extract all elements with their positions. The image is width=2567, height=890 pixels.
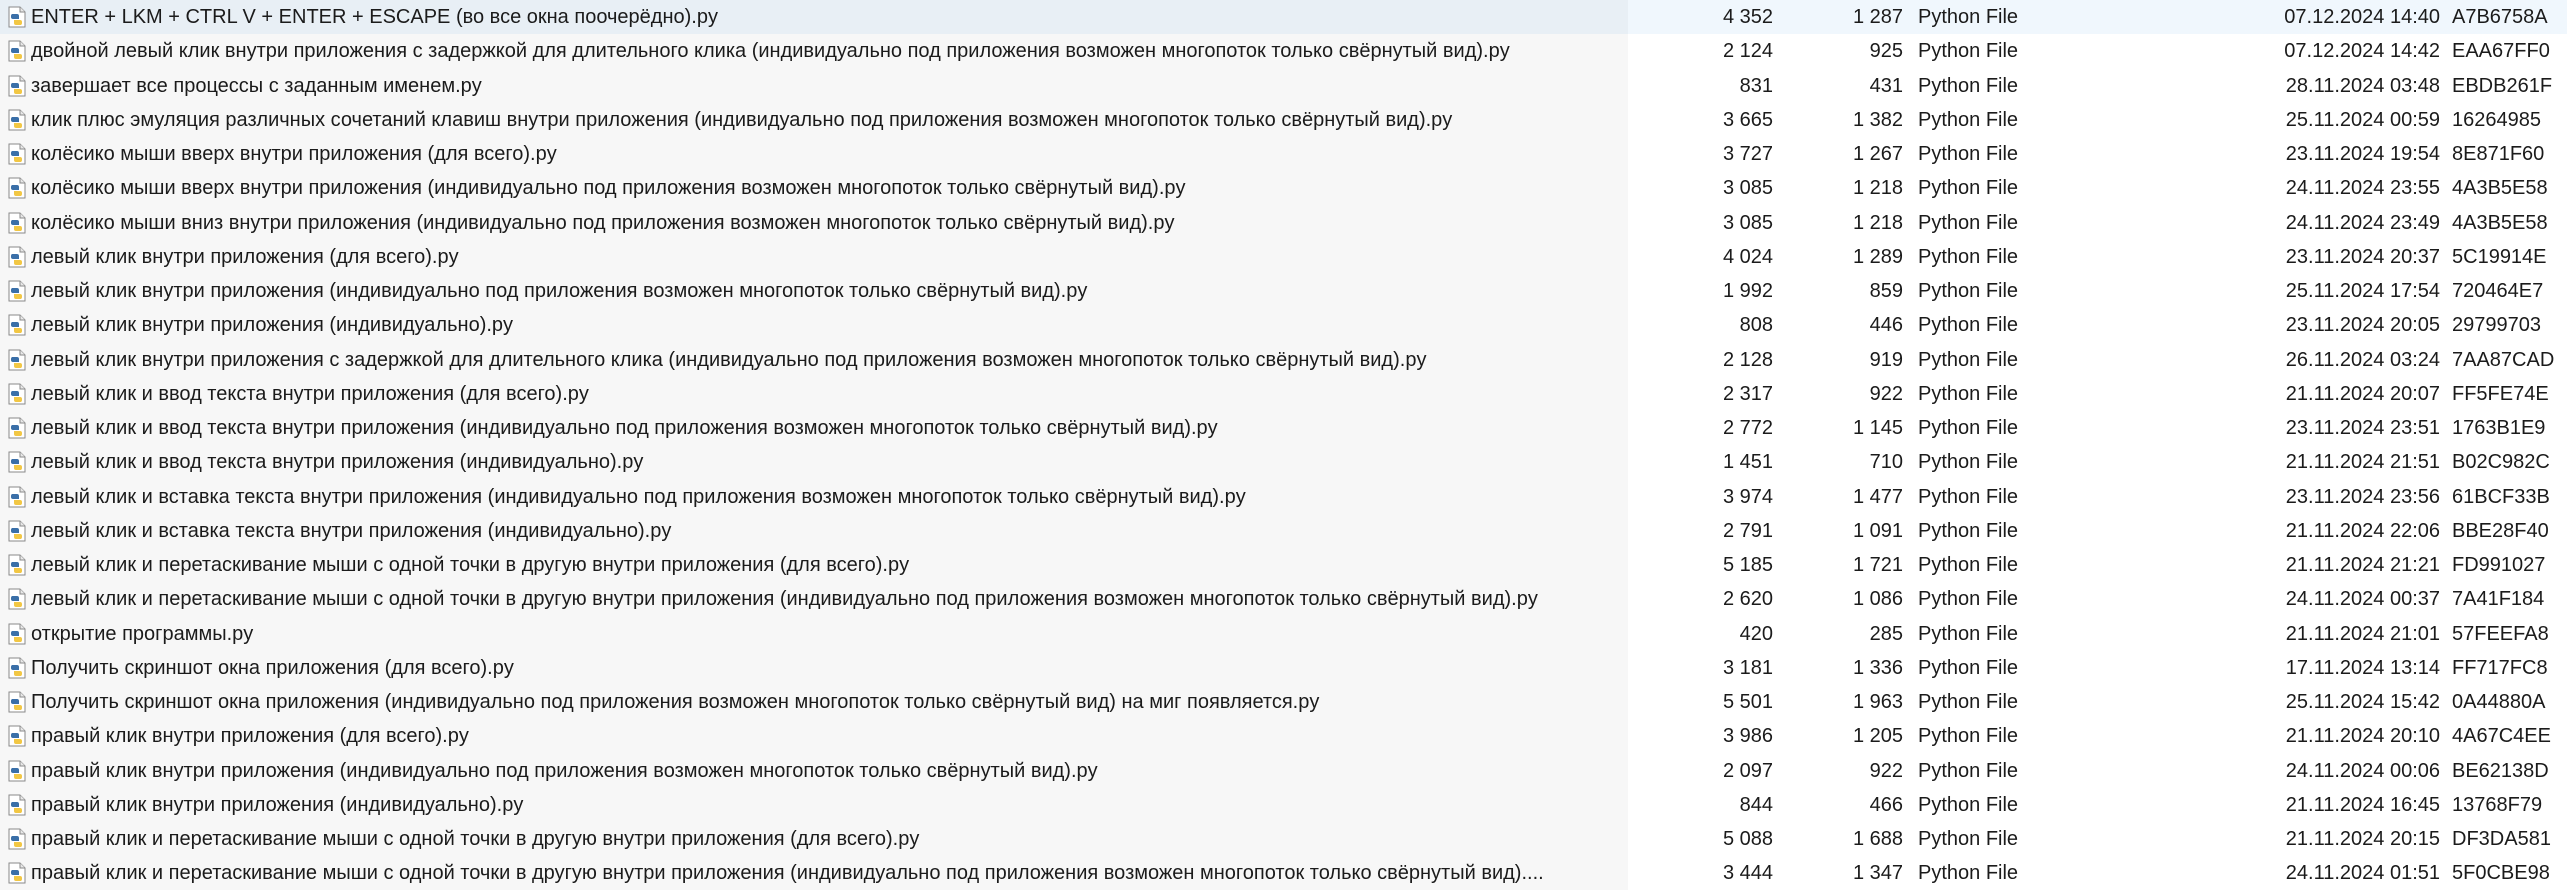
file-row[interactable]	[0, 69, 2567, 103]
python-file-icon	[7, 548, 29, 582]
file-size: 5 185	[1722, 554, 1773, 576]
python-file-icon	[7, 617, 29, 651]
file-packed-size: 1 688	[1852, 828, 1903, 850]
file-row[interactable]	[0, 822, 2567, 856]
file-size: 420	[1739, 623, 1773, 645]
file-modified: 23.11.2024 20:37	[2285, 246, 2440, 268]
file-size: 3 085	[1722, 177, 1773, 199]
file-modified: 26.11.2024 03:24	[2285, 349, 2440, 371]
file-name: левый клик внутри приложения (индивидуально).py	[31, 314, 514, 336]
file-modified: 25.11.2024 15:42	[2285, 691, 2440, 713]
file-type: Python File	[1918, 143, 2019, 165]
file-packed-size: 1 963	[1852, 691, 1903, 713]
file-row[interactable]	[0, 343, 2567, 377]
python-file-icon	[7, 0, 29, 34]
file-type: Python File	[1918, 657, 2019, 679]
python-file-icon	[7, 754, 29, 788]
file-crc: 5C19914E	[2452, 246, 2547, 268]
file-type: Python File	[1918, 794, 2019, 816]
file-size: 5 501	[1722, 691, 1773, 713]
python-file-icon	[7, 34, 29, 68]
file-row[interactable]	[0, 582, 2567, 616]
file-packed-size: 925	[1869, 40, 1903, 62]
file-row[interactable]	[0, 240, 2567, 274]
file-row[interactable]	[0, 548, 2567, 582]
python-file-icon	[7, 343, 29, 377]
file-name: колёсико мыши вверх внутри приложения (индивидуально под приложения возможен многопоток только свёрнутый вид).py	[31, 177, 1186, 199]
file-type: Python File	[1918, 623, 2019, 645]
file-modified: 21.11.2024 16:45	[2285, 794, 2440, 816]
file-packed-size: 1 287	[1852, 6, 1903, 28]
file-crc: 8E871F60	[2452, 143, 2545, 165]
file-packed-size: 922	[1869, 760, 1903, 782]
file-name: ENTER + LKM + CTRL V + ENTER + ESCAPE (во все окна поочерёдно).py	[31, 6, 718, 28]
file-row[interactable]	[0, 445, 2567, 479]
file-row[interactable]	[0, 206, 2567, 240]
file-type: Python File	[1918, 760, 2019, 782]
file-type: Python File	[1918, 520, 2019, 542]
python-file-icon	[7, 651, 29, 685]
file-name: двойной левый клик внутри приложения с задержкой для длительного клика (индивидуально под приложения возможен многопоток только свёрнутый вид).py	[31, 40, 1510, 62]
file-packed-size: 431	[1869, 75, 1903, 97]
file-name: правый клик и перетаскивание мыши с одной точки в другую внутри приложения (для всего).py	[31, 828, 920, 850]
file-row[interactable]	[0, 719, 2567, 753]
file-name: Получить скриншот окна приложения (индивидуально под приложения возможен многопоток только свёрнутый вид) на миг появляется.py	[31, 691, 1320, 713]
file-name: левый клик и ввод текста внутри приложения (для всего).py	[31, 383, 589, 405]
file-size: 2 791	[1722, 520, 1773, 542]
file-size: 3 181	[1722, 657, 1773, 679]
file-size: 844	[1739, 794, 1773, 816]
file-name: завершает все процессы с заданным именем.py	[31, 75, 482, 97]
file-modified: 24.11.2024 00:06	[2285, 760, 2440, 782]
file-type: Python File	[1918, 588, 2019, 610]
file-row[interactable]	[0, 308, 2567, 342]
file-crc: EAA67FF0	[2452, 40, 2550, 62]
file-modified: 23.11.2024 23:51	[2285, 417, 2440, 439]
file-modified: 21.11.2024 21:01	[2285, 623, 2440, 645]
file-modified: 24.11.2024 23:49	[2285, 212, 2440, 234]
file-type: Python File	[1918, 691, 2019, 713]
file-crc: EBDB261F	[2452, 75, 2553, 97]
file-size: 3 665	[1722, 109, 1773, 131]
file-packed-size: 1 721	[1852, 554, 1903, 576]
python-file-icon	[7, 274, 29, 308]
file-size: 3 727	[1722, 143, 1773, 165]
python-file-icon	[7, 719, 29, 753]
file-packed-size: 919	[1869, 349, 1903, 371]
file-type: Python File	[1918, 828, 2019, 850]
file-packed-size: 1 145	[1852, 417, 1903, 439]
file-modified: 24.11.2024 23:55	[2285, 177, 2440, 199]
file-row[interactable]	[0, 137, 2567, 171]
file-type: Python File	[1918, 314, 2019, 336]
python-file-icon	[7, 856, 29, 890]
file-row[interactable]	[0, 788, 2567, 822]
file-packed-size: 1 336	[1852, 657, 1903, 679]
python-file-icon	[7, 445, 29, 479]
file-type: Python File	[1918, 554, 2019, 576]
file-modified: 07.12.2024 14:40	[2284, 6, 2440, 28]
file-name: правый клик внутри приложения (индивидуально под приложения возможен многопоток только свёрнутый вид).py	[31, 760, 1098, 782]
python-file-icon	[7, 582, 29, 616]
file-name: клик плюс эмуляция различных сочетаний клавиш внутри приложения (индивидуально под приложения возможен многопоток только свёрнутый вид).py	[31, 109, 1453, 131]
file-type: Python File	[1918, 383, 2019, 405]
file-size: 831	[1739, 75, 1773, 97]
file-size: 2 620	[1722, 588, 1773, 610]
file-crc: 4A3B5E58	[2452, 212, 2548, 234]
file-name: левый клик и ввод текста внутри приложения (индивидуально).py	[31, 451, 644, 473]
file-size: 1 451	[1722, 451, 1773, 473]
file-size: 4 024	[1722, 246, 1773, 268]
file-modified: 21.11.2024 21:51	[2285, 451, 2440, 473]
file-modified: 21.11.2024 21:21	[2285, 554, 2440, 576]
file-modified: 25.11.2024 00:59	[2285, 109, 2440, 131]
file-row[interactable]	[0, 274, 2567, 308]
file-type: Python File	[1918, 246, 2019, 268]
file-crc: 57FEEFA8	[2452, 623, 2549, 645]
python-file-icon	[7, 171, 29, 205]
file-crc: 29799703	[2452, 314, 2541, 336]
file-name: открытие программы.py	[31, 623, 254, 645]
file-size: 2 124	[1722, 40, 1773, 62]
file-type: Python File	[1918, 862, 2019, 884]
file-row[interactable]	[0, 856, 2567, 890]
file-modified: 23.11.2024 20:05	[2285, 314, 2440, 336]
file-crc: 16264985	[2452, 109, 2541, 131]
file-type: Python File	[1918, 349, 2019, 371]
file-type: Python File	[1918, 40, 2019, 62]
file-row[interactable]	[0, 411, 2567, 445]
file-modified: 28.11.2024 03:48	[2285, 75, 2440, 97]
file-modified: 24.11.2024 00:37	[2285, 588, 2440, 610]
file-type: Python File	[1918, 6, 2019, 28]
file-modified: 23.11.2024 19:54	[2285, 143, 2440, 165]
file-size: 1 992	[1722, 280, 1773, 302]
file-row[interactable]	[0, 651, 2567, 685]
file-packed-size: 1 347	[1852, 862, 1903, 884]
python-file-icon	[7, 137, 29, 171]
file-crc: 7AA87CAD	[2452, 349, 2555, 371]
file-size: 2 317	[1722, 383, 1773, 405]
file-packed-size: 1 218	[1852, 212, 1903, 234]
python-file-icon	[7, 788, 29, 822]
file-type: Python File	[1918, 725, 2019, 747]
file-packed-size: 1 382	[1852, 109, 1903, 131]
file-row[interactable]	[0, 480, 2567, 514]
file-size: 3 974	[1722, 486, 1773, 508]
file-name: левый клик и перетаскивание мыши с одной точки в другую внутри приложения (индивидуально под приложения возможен многопоток только свёрнутый вид).py	[31, 588, 1538, 610]
file-crc: FD991027	[2452, 554, 2546, 576]
file-crc: FF717FC8	[2452, 657, 2548, 679]
file-crc: FF5FE74E	[2452, 383, 2549, 405]
file-size: 4 352	[1722, 6, 1773, 28]
file-name: левый клик и ввод текста внутри приложения (индивидуально под приложения возможен многопоток только свёрнутый вид).py	[31, 417, 1218, 439]
file-type: Python File	[1918, 451, 2019, 473]
file-crc: A7B6758A	[2452, 6, 2548, 28]
file-crc: BE62138D	[2452, 760, 2549, 782]
file-size: 808	[1739, 314, 1773, 336]
python-file-icon	[7, 685, 29, 719]
file-size: 5 088	[1722, 828, 1773, 850]
file-name: левый клик внутри приложения (для всего).py	[31, 246, 459, 268]
file-row[interactable]	[0, 171, 2567, 205]
file-size: 2 097	[1722, 760, 1773, 782]
file-row[interactable]	[0, 34, 2567, 68]
file-size: 2 772	[1722, 417, 1773, 439]
file-modified: 25.11.2024 17:54	[2285, 280, 2440, 302]
python-file-icon	[7, 240, 29, 274]
file-modified: 07.12.2024 14:42	[2284, 40, 2440, 62]
file-crc: 61BCF33B	[2452, 486, 2550, 508]
file-crc: 1763B1E9	[2452, 417, 2546, 439]
file-packed-size: 1 267	[1852, 143, 1903, 165]
python-file-icon	[7, 514, 29, 548]
file-crc: 7A41F184	[2452, 588, 2545, 610]
file-name: колёсико мыши вверх внутри приложения (для всего).py	[31, 143, 557, 165]
file-name: правый клик внутри приложения (индивидуально).py	[31, 794, 524, 816]
file-crc: 4A67C4EE	[2452, 725, 2551, 747]
file-name: правый клик и перетаскивание мыши с одной точки в другую внутри приложения (индивидуально под приложения возможен многопоток только свёрнутый вид)....	[31, 862, 1544, 884]
file-type: Python File	[1918, 75, 2019, 97]
file-row[interactable]	[0, 685, 2567, 719]
file-packed-size: 710	[1869, 451, 1903, 473]
file-modified: 21.11.2024 20:10	[2285, 725, 2440, 747]
python-file-icon	[7, 206, 29, 240]
file-packed-size: 922	[1869, 383, 1903, 405]
file-type: Python File	[1918, 177, 2019, 199]
file-type: Python File	[1918, 109, 2019, 131]
file-modified: 21.11.2024 22:06	[2285, 520, 2440, 542]
file-packed-size: 466	[1869, 794, 1903, 816]
file-modified: 17.11.2024 13:14	[2285, 657, 2440, 679]
file-packed-size: 1 218	[1852, 177, 1903, 199]
file-crc: 5F0CBE98	[2452, 862, 2550, 884]
file-size: 3 085	[1722, 212, 1773, 234]
file-row[interactable]	[0, 514, 2567, 548]
file-packed-size: 859	[1869, 280, 1903, 302]
file-name: Получить скриншот окна приложения (для всего).py	[31, 657, 514, 679]
file-name: левый клик и вставка текста внутри приложения (индивидуально под приложения возможен многопоток только свёрнутый вид).py	[31, 486, 1246, 508]
file-crc: 13768F79	[2452, 794, 2543, 816]
file-name: левый клик и вставка текста внутри приложения (индивидуально).py	[31, 520, 672, 542]
file-size: 3 986	[1722, 725, 1773, 747]
file-modified: 24.11.2024 01:51	[2285, 862, 2440, 884]
file-crc: BBE28F40	[2452, 520, 2549, 542]
file-crc: B02C982C	[2452, 451, 2550, 473]
python-file-icon	[7, 308, 29, 342]
file-modified: 21.11.2024 20:15	[2285, 828, 2440, 850]
python-file-icon	[7, 377, 29, 411]
file-packed-size: 1 091	[1852, 520, 1903, 542]
file-row[interactable]	[0, 377, 2567, 411]
file-row[interactable]	[0, 617, 2567, 651]
file-type: Python File	[1918, 417, 2019, 439]
file-row[interactable]	[0, 0, 2567, 34]
file-name: колёсико мыши вниз внутри приложения (индивидуально под приложения возможен многопоток только свёрнутый вид).py	[31, 212, 1175, 234]
file-name: левый клик внутри приложения с задержкой для длительного клика (индивидуально под приложения возможен многопоток только свёрнутый вид).py	[31, 349, 1427, 371]
python-file-icon	[7, 411, 29, 445]
file-name: левый клик и перетаскивание мыши с одной точки в другую внутри приложения (для всего).py	[31, 554, 910, 576]
python-file-icon	[7, 822, 29, 856]
file-type: Python File	[1918, 486, 2019, 508]
file-modified: 23.11.2024 23:56	[2285, 486, 2440, 508]
file-packed-size: 1 086	[1852, 588, 1903, 610]
file-type: Python File	[1918, 212, 2019, 234]
file-crc: DF3DA581	[2452, 828, 2551, 850]
python-file-icon	[7, 480, 29, 514]
file-packed-size: 1 205	[1852, 725, 1903, 747]
file-packed-size: 446	[1869, 314, 1903, 336]
file-size: 3 444	[1722, 862, 1773, 884]
file-name: левый клик внутри приложения (индивидуально под приложения возможен многопоток только свёрнутый вид).py	[31, 280, 1088, 302]
python-file-icon	[7, 103, 29, 137]
file-packed-size: 1 477	[1852, 486, 1903, 508]
file-crc: 720464E7	[2452, 280, 2544, 302]
file-packed-size: 285	[1869, 623, 1903, 645]
file-name: правый клик внутри приложения (для всего).py	[31, 725, 469, 747]
file-packed-size: 1 289	[1852, 246, 1903, 268]
file-type: Python File	[1918, 280, 2019, 302]
python-file-icon	[7, 69, 29, 103]
file-crc: 4A3B5E58	[2452, 177, 2548, 199]
file-row[interactable]	[0, 103, 2567, 137]
file-modified: 21.11.2024 20:07	[2285, 383, 2440, 405]
file-crc: 0A44880A	[2452, 691, 2546, 713]
file-row[interactable]	[0, 754, 2567, 788]
file-size: 2 128	[1722, 349, 1773, 371]
